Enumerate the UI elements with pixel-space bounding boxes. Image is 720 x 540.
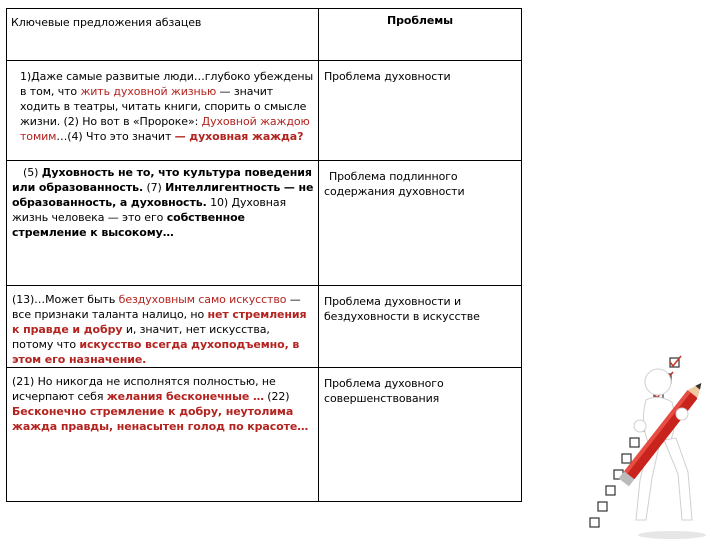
key-sentences-cell	[7, 61, 319, 161]
sentence-fragment: — все признаки таланта налицо, но	[12, 293, 301, 321]
problem-cell: Проблема духовного совершенствования	[319, 368, 522, 502]
sentence-fragment: Духовной жаждою томим	[20, 115, 310, 143]
problem-cell: Проблема духовности	[319, 61, 522, 161]
sentence-fragment: (13)…Может быть	[12, 293, 119, 306]
paragraphs-problems-table	[6, 8, 522, 502]
table-row	[7, 61, 522, 161]
table-row	[7, 368, 522, 502]
sentence-fragment: нет стремления к правде и добру	[12, 308, 307, 336]
sentence-fragment: (7)	[143, 181, 166, 194]
sentence-fragment: бездуховным само искусство	[118, 293, 287, 306]
header-key-sentences: Ключевые предложения абзацев	[7, 9, 319, 61]
sentence-fragment: …	[56, 130, 68, 143]
sentence-fragment: Интеллигентность — не образованность, а духовность.	[12, 181, 314, 209]
sentence-fragment: — значит ходить в театры, читать книги, спорить о смысле жизни. (2) Но вот в «Пророке»:	[20, 85, 307, 128]
sentence-fragment: Духовность не то, что культура поведения или образованность.	[12, 166, 312, 194]
table-header-row	[7, 9, 522, 61]
table-row	[7, 161, 522, 286]
sentence-fragment: и, значит, нет искусства, потому что	[12, 323, 270, 351]
sentence-fragment: — духовная жажда?	[174, 130, 304, 143]
sentence-fragment: 10) Духовная жизнь человека — это его	[12, 196, 287, 224]
key-sentences-cell	[7, 286, 319, 368]
table-row	[7, 286, 522, 368]
sentence-fragment: (5)	[23, 166, 42, 179]
problem-cell: Проблема духовности и бездуховности в искусстве	[319, 286, 522, 368]
sentence-fragment: 1)Даже самые развитые люди…глубоко убеждены в том, что	[20, 70, 314, 98]
sentence-fragment: (21) Но никогда не исполнятся полностью, не исчерпают себя	[12, 375, 276, 403]
sentence-fragment: искусство всегда духоподъемно, в этом его назначение.	[12, 338, 300, 366]
key-sentences-cell	[7, 368, 319, 502]
key-sentences-cell	[7, 161, 319, 286]
problem-cell: Проблема подлинного содержания духовности	[319, 161, 522, 286]
figure-with-red-pencil-and-checkboxes-icon	[584, 352, 720, 540]
sentence-fragment: (22)	[263, 390, 290, 403]
sentence-fragment: Бесконечно стремление к добру, неутолима жажда правды, ненасытен голод по красоте…	[12, 405, 309, 433]
sentence-fragment: жить духовной жизнью	[80, 85, 217, 98]
sentence-fragment: желания бесконечные …	[106, 390, 264, 403]
sentence-fragment: (4) Что это значит	[67, 130, 175, 143]
sentence-fragment: собственное стремление к высокому…	[12, 211, 245, 239]
header-problems: Проблемы	[319, 9, 522, 61]
